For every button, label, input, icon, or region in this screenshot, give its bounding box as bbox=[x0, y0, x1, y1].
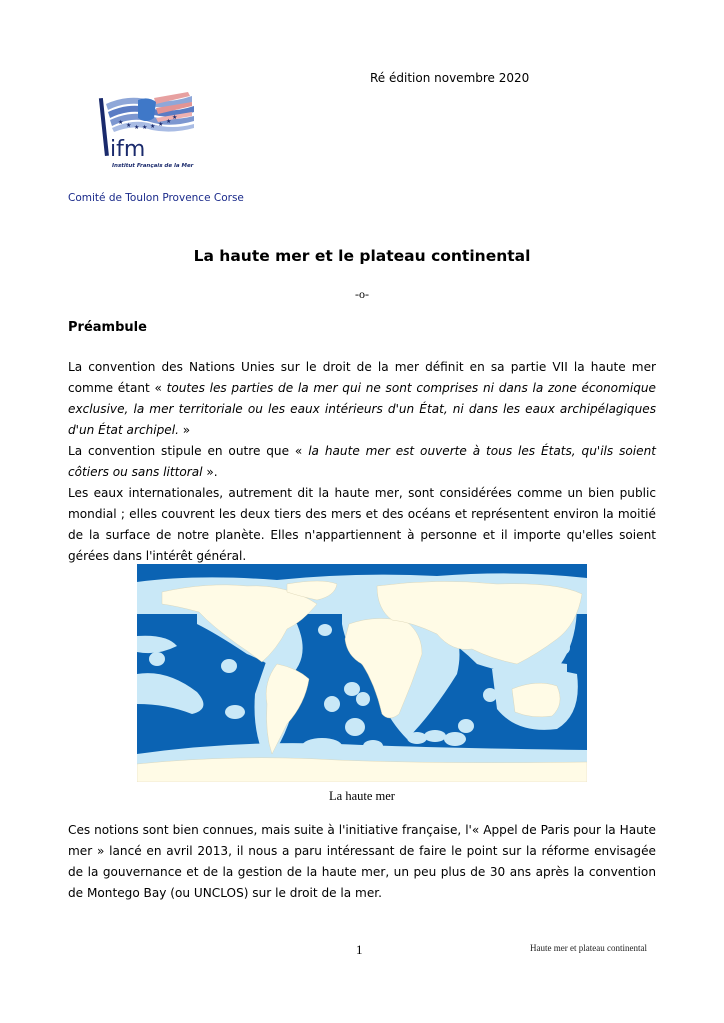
svg-text:ifm: ifm bbox=[110, 137, 146, 162]
map-graphic bbox=[137, 564, 587, 782]
paragraph-intro: La convention stipule en outre que « bbox=[68, 444, 309, 458]
quote-close: ». bbox=[202, 465, 218, 479]
body-text-block bbox=[68, 357, 656, 567]
committee-name: Comité de Toulon Provence Corse bbox=[68, 192, 244, 204]
logo-graphic bbox=[88, 88, 204, 170]
high-seas-world-map bbox=[137, 564, 587, 782]
paragraph-international-waters: Les eaux internationales, autrement dit la haute mer, sont considérées comme un bien public mondial ; elles couvrent les deux tiers des mers et des océans et représentent environ la moitié de la surface de notre planète. Elles n'appartiennent à personne et il importe qu'elles soient gérées dans l'intérêt général. bbox=[68, 486, 656, 563]
svg-text:★: ★ bbox=[166, 118, 172, 125]
paragraph-stipulation bbox=[68, 441, 656, 483]
svg-text:★: ★ bbox=[150, 123, 156, 130]
figure-caption: La haute mer bbox=[329, 789, 395, 803]
quote: toutes les parties de la mer qui ne sont comprises ni dans la zone économique exclusive, la mer territoriale ou les eaux intérieurs d'un État, ni dans les eaux archipélagiques d'un État archipel. bbox=[68, 381, 656, 437]
quote-close: » bbox=[178, 423, 191, 437]
running-head: Haute mer et plateau continental bbox=[530, 943, 647, 953]
svg-text:★: ★ bbox=[172, 114, 178, 121]
svg-text:★: ★ bbox=[142, 124, 148, 131]
svg-text:★: ★ bbox=[118, 119, 124, 126]
document-title: La haute mer et le plateau continental bbox=[193, 247, 531, 265]
section-heading: Préambule bbox=[68, 320, 147, 335]
svg-text:★: ★ bbox=[158, 121, 164, 128]
paragraph-paris-appeal: Ces notions sont bien connues, mais suite à l'initiative française, l'« Appel de Paris pour la Haute mer » lancé en avril 2013, il nous a paru intéressant de faire le point sur la réforme envisagée de la gouvernance et de la gestion de la haute mer, un peu plus de 30 ans après la convention de Montego Bay (ou UNCLOS) sur le droit de la mer. bbox=[68, 823, 656, 900]
svg-text:★: ★ bbox=[134, 124, 140, 131]
ifm-logo bbox=[88, 88, 204, 170]
edition-note: Ré édition novembre 2020 bbox=[370, 71, 530, 85]
svg-text:Institut Français de la Mer: Institut Français de la Mer bbox=[112, 163, 194, 169]
page-number: 1 bbox=[356, 942, 363, 957]
svg-text:★: ★ bbox=[126, 122, 132, 129]
quote: la haute mer est ouverte à tous les États, qu'ils soient côtiers ou sans littoral bbox=[68, 444, 656, 479]
paragraph-intro: La convention des Nations Unies sur le droit de la mer définit en sa partie VII la haute mer comme étant « bbox=[68, 360, 656, 395]
paragraph-definition bbox=[68, 357, 656, 441]
title-separator: -o- bbox=[355, 287, 369, 301]
